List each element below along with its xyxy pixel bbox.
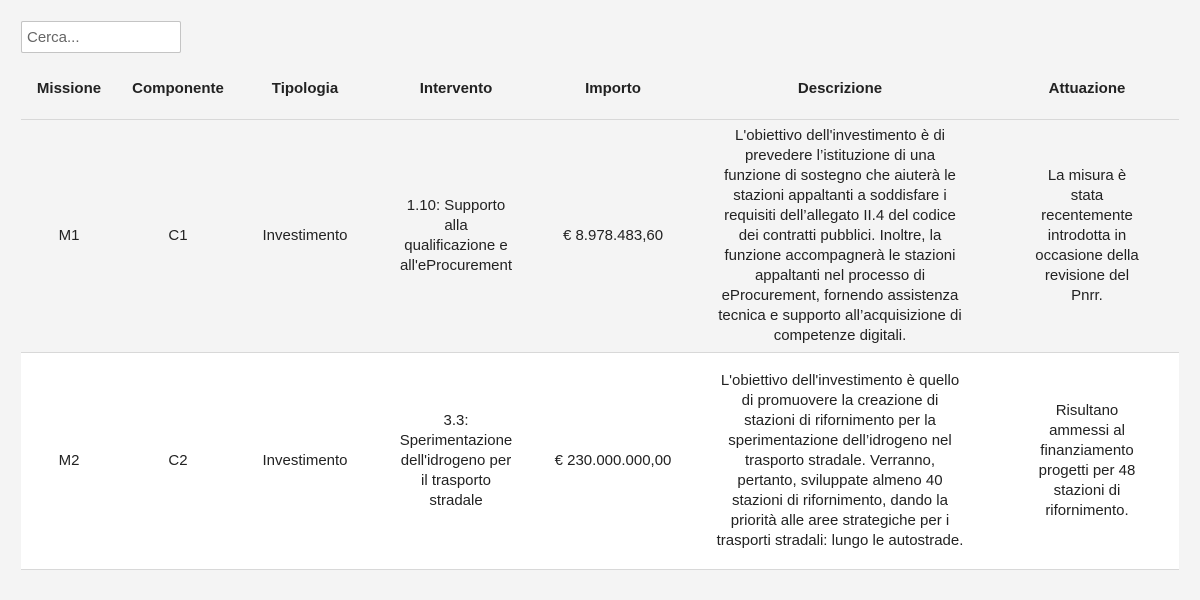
table-header-row [21,57,1179,120]
table-scroll-container[interactable] [21,57,1179,549]
cell-intervento: 3.3: Sperimentazione dell'idrogeno per il trasporto stradale [399,412,513,509]
header-tipologia[interactable]: Tipologia [239,57,371,120]
cell-importo: € 230.000.000,00 [554,452,672,469]
cell-intervento: 1.10: Supporto alla qualificazione e all'eProcurement [399,197,513,274]
header-descrizione[interactable]: Descrizione [685,57,995,120]
cell-missione: M1 [58,227,80,244]
cell-descrizione: L'obiettivo dell'investimento è quello di promuovere la creazione di stazioni di rifornimento per la sperimentazione dell’idrogeno nel trasporto stradale. Verranno, pertanto, sviluppate almeno 40 stazioni di rifornimento, dando la priorità alle aree strategiche per i trasporti stradali: lungo le autostrade. [716,372,964,549]
cell-tipologia: Investimento [262,227,348,244]
table-row [21,353,1179,570]
header-intervento[interactable]: Intervento [371,57,541,120]
header-attuazione[interactable]: Attuazione [995,57,1179,120]
search-input[interactable] [21,21,181,53]
cell-componente: C2 [168,452,188,469]
header-importo[interactable]: Importo [541,57,685,120]
cell-attuazione: Risultano ammessi al finanziamento progetti per 48 stazioni di rifornimento. [1038,402,1136,519]
cell-importo: € 8.978.483,60 [562,227,664,244]
cell-missione: M2 [58,452,80,469]
pnrr-table [21,57,1179,570]
cell-componente: C1 [168,227,188,244]
cell-descrizione: L'obiettivo dell'investimento è di prevedere l’istituzione di una funzione di sostegno che aiuterà le stazioni appaltanti a soddisfare i requisiti dell’allegato II.4 del codice dei contratti pubblici. Inoltre, la funzione accompagnerà le stazioni appaltanti nel processo di eProcurement, fornendo assistenza tecnica e supporto all’acquisizione di competenze digitali. [718,127,962,344]
table-row [21,120,1179,353]
header-componente[interactable]: Componente [117,57,239,120]
header-missione[interactable]: Missione [21,57,117,120]
cell-attuazione: La misura è stata recentemente introdotta in occasione della revisione del Pnrr. [1035,167,1139,304]
cell-tipologia: Investimento [262,452,348,469]
